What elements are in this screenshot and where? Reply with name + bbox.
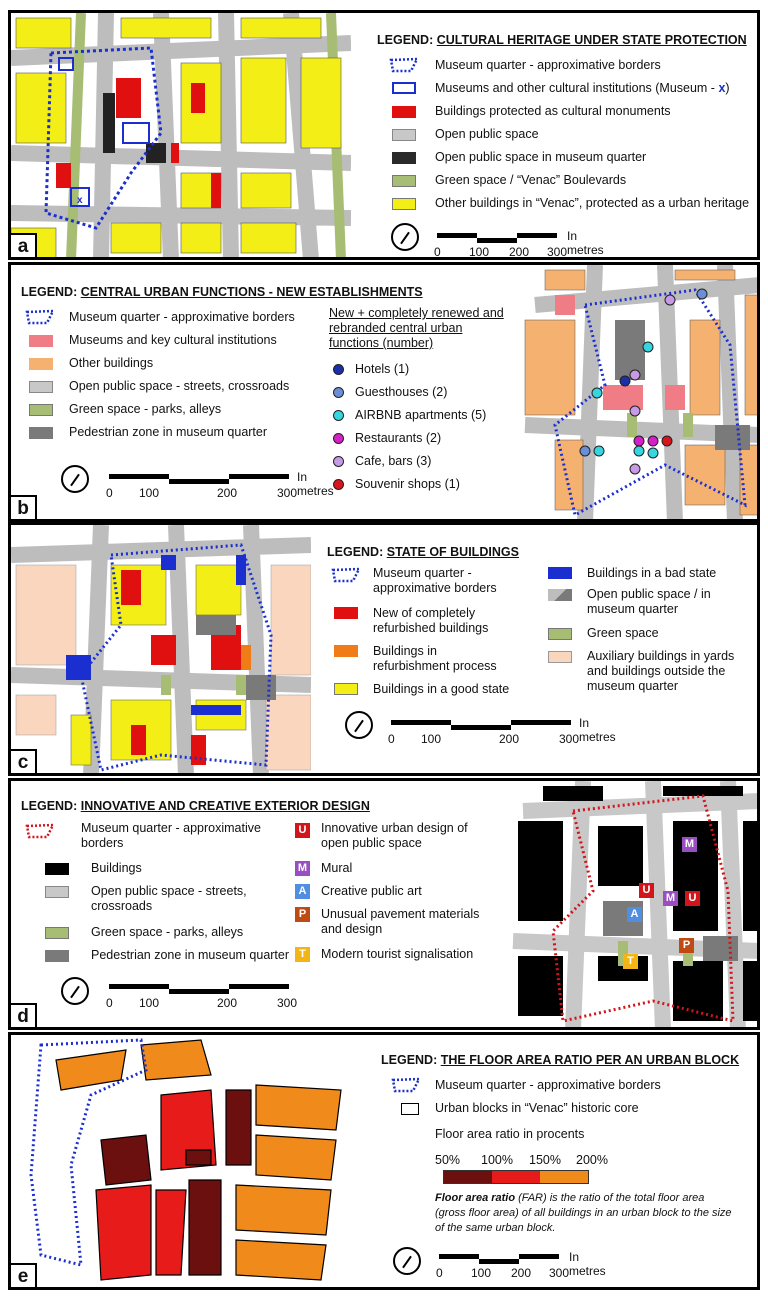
public-space-swatch	[29, 381, 53, 393]
legend-item: Modern tourist signalisation	[321, 947, 474, 961]
scale-unit: In metres	[579, 716, 616, 744]
legend-item: Floor area ratio in procents	[435, 1127, 585, 1141]
in-process-swatch	[334, 645, 358, 657]
scale-tick: 200	[217, 996, 238, 1010]
scale-unit: In metres	[297, 470, 334, 498]
map-cultural-heritage	[11, 13, 351, 260]
scale-tick: 200	[217, 486, 238, 500]
border-swatch	[331, 567, 361, 583]
function-label: Hotels (1)	[355, 362, 410, 376]
legend-item: Open public space - streets,	[91, 884, 247, 898]
far-color-ramp	[443, 1170, 589, 1184]
function-dot-icon	[333, 433, 344, 444]
legend-item: Green space / “Venac” Boulevards	[435, 173, 627, 187]
border-swatch	[389, 57, 419, 73]
function-dot-icon	[333, 410, 344, 421]
north-arrow-icon	[393, 1247, 421, 1275]
scale-tick: 300	[549, 1266, 570, 1280]
function-dot-icon	[333, 364, 344, 375]
legend-item: Pedestrian zone in museum quarter	[69, 425, 268, 439]
map-floor-area-ratio	[11, 1035, 371, 1290]
legend-item: Buildings protected as cultural monuments	[435, 104, 671, 118]
heritage-swatch	[392, 198, 416, 210]
legend-prefix: LEGEND:	[327, 545, 387, 559]
far-definition-term: Floor area ratio	[435, 1192, 516, 1204]
legend-prefix: LEGEND:	[381, 1053, 441, 1067]
pedestrian-swatch	[45, 950, 69, 962]
museum-swatch	[392, 82, 416, 94]
function-label: Cafe, bars (3)	[355, 454, 432, 468]
scale-tick: 200	[511, 1266, 532, 1280]
museum-space-swatch	[392, 152, 416, 164]
legend-item: New of completely	[373, 606, 476, 620]
scale-tick: 0	[434, 245, 441, 259]
green-swatch	[45, 927, 69, 939]
legend-title	[21, 799, 370, 813]
panel-e	[8, 1032, 760, 1290]
border-swatch	[25, 309, 55, 325]
far-ramp-segment	[444, 1171, 492, 1183]
legend-item: Museum quarter -	[373, 566, 472, 580]
green-swatch	[548, 628, 572, 640]
legend-item: Buildings in a bad state	[587, 566, 717, 580]
museum-mark: x	[718, 81, 726, 95]
north-arrow-icon	[345, 711, 373, 739]
legend-item: museum quarter	[587, 679, 679, 693]
legend-item: Innovative urban design of	[321, 821, 468, 835]
north-arrow-icon	[61, 977, 89, 1005]
scale-tick: 100	[139, 486, 160, 500]
buildings-swatch	[45, 863, 69, 875]
bad-state-swatch	[548, 567, 572, 579]
map-a-marker: x	[133, 130, 139, 141]
north-arrow-icon	[61, 465, 89, 493]
auxiliary-swatch	[548, 651, 572, 663]
legend-heading: CENTRAL URBAN FUNCTIONS - NEW ESTABLISHMENTS	[80, 285, 423, 299]
legend-item: Museums and key cultural institutions	[69, 333, 277, 347]
far-ramp-segment	[492, 1171, 540, 1183]
map-c-svg	[11, 525, 311, 776]
legend-title	[21, 285, 423, 299]
legend-item: Museum quarter - approximative borders	[435, 1078, 661, 1092]
legend-item: refurbishment process	[373, 659, 497, 673]
panel-b	[8, 262, 760, 522]
scale-tick: 300	[277, 996, 298, 1010]
map-d-svg	[503, 781, 760, 1030]
museum-swatch	[29, 335, 53, 347]
panel-c	[8, 522, 760, 776]
urban-design-badge-icon: U	[295, 823, 310, 838]
legend-heading: INNOVATIVE AND CREATIVE EXTERIOR DESIGN	[80, 799, 370, 813]
far-tick: 150%	[529, 1153, 561, 1167]
scale-tick: 200	[509, 245, 530, 259]
legend-heading: THE FLOOR AREA RATIO PER AN URBAN BLOCK	[440, 1053, 740, 1067]
legend-item: Urban blocks in “Venac” historic core	[435, 1101, 639, 1115]
refurbished-swatch	[334, 607, 358, 619]
far-tick: 100%	[481, 1153, 513, 1167]
border-swatch	[25, 823, 55, 839]
function-label: Guesthouses (2)	[355, 385, 448, 399]
signalisation-badge-icon: T	[295, 947, 310, 962]
legend-item: Pedestrian zone in museum quarter	[91, 948, 290, 962]
open-space-swatch	[548, 589, 572, 601]
scale-tick: 100	[471, 1266, 492, 1280]
map-e-svg	[11, 1035, 371, 1290]
legend-item: approximative borders	[373, 581, 497, 595]
map-pavement-badge-icon: P	[679, 938, 694, 953]
good-state-swatch	[334, 683, 358, 695]
urban-block-swatch	[401, 1103, 419, 1115]
function-dot-icon	[333, 387, 344, 398]
panel-letter: b	[11, 495, 37, 519]
function-dot-icon	[333, 479, 344, 490]
function-label: AIRBNB apartments (5)	[355, 408, 487, 422]
map-mural-badge-icon: M	[663, 891, 678, 906]
map-urban-functions	[515, 265, 760, 522]
legend-title	[381, 1053, 739, 1067]
other-buildings-swatch	[29, 358, 53, 370]
legend-item: Museum quarter - approximative borders	[435, 58, 661, 72]
legend-item: and buildings outside the	[587, 664, 726, 678]
scale-tick: 0	[106, 996, 113, 1010]
green-swatch	[392, 175, 416, 187]
far-definition-text: (FAR) is the ratio of the total floor area (gross floor area) of all buildings in an urban block to the size of the same urban block.	[435, 1192, 732, 1234]
legend-item: Auxiliary buildings in yards	[587, 649, 735, 663]
public-space-swatch	[45, 886, 69, 898]
legend-title	[327, 545, 519, 559]
map-a-svg	[11, 13, 351, 260]
monument-swatch	[392, 106, 416, 118]
legend-heading: CULTURAL HERITAGE UNDER STATE PROTECTION	[436, 33, 747, 47]
far-tick: 200%	[576, 1153, 608, 1167]
scale-tick: 0	[436, 1266, 443, 1280]
map-public-art-badge-icon: A	[627, 907, 642, 922]
legend-item: Creative public art	[321, 884, 422, 898]
legend-item: Other buildings	[69, 356, 154, 370]
legend-item: Green space - parks, alleys	[69, 402, 222, 416]
panel-d	[8, 778, 760, 1030]
map-b-svg	[515, 265, 760, 522]
map-mural-badge-icon: M	[682, 837, 697, 852]
legend-item: Open public space	[435, 127, 539, 141]
legend-item: Buildings in	[373, 644, 437, 658]
legend-item-close: )	[725, 81, 730, 95]
legend-item: refurbished buildings	[373, 621, 489, 635]
scale-unit: In metres	[569, 1250, 606, 1278]
function-dot-icon	[333, 456, 344, 467]
legend-item-text: Museums and other cultural institutions (Museum -	[435, 81, 719, 95]
far-definition	[435, 1191, 735, 1236]
map-urban-design-badge-icon: U	[685, 891, 700, 906]
scale-tick: 0	[388, 732, 395, 746]
legend-item: Open public space in museum quarter	[435, 150, 647, 164]
scale-tick: 300	[547, 245, 568, 259]
scale-tick: 0	[106, 486, 113, 500]
legend-item: Green space	[587, 626, 659, 640]
legend-heading: STATE OF BUILDINGS	[386, 545, 519, 559]
far-tick: 50%	[435, 1153, 461, 1167]
panel-letter: d	[11, 1003, 37, 1027]
panel-a	[8, 10, 760, 260]
legend-item: Mural	[321, 861, 353, 875]
scale-unit: In metres	[567, 229, 604, 257]
legend-item: Other buildings in “Venac”, protected as a urban heritage	[435, 196, 750, 210]
legend-prefix: LEGEND:	[21, 799, 81, 813]
scale-tick: 100	[469, 245, 490, 259]
far-ramp-segment	[540, 1171, 588, 1183]
legend-item	[435, 81, 730, 96]
functions-heading: rebranded central urban	[329, 321, 463, 335]
map-a-marker: x	[111, 175, 117, 186]
scale-tick: 100	[139, 996, 160, 1010]
mural-badge-icon: M	[295, 861, 310, 876]
legend-title	[377, 33, 747, 47]
legend-item: Green space - parks, alleys	[91, 925, 244, 939]
legend-item: Museum quarter - approximative	[81, 821, 261, 835]
function-label: Restaurants (2)	[355, 431, 442, 445]
function-label: Souvenir shops (1)	[355, 477, 460, 491]
public-art-badge-icon: A	[295, 884, 310, 899]
legend-item: crossroads	[91, 899, 153, 913]
legend-item: borders	[81, 836, 124, 850]
scale-tick: 100	[421, 732, 442, 746]
functions-heading: New + completely renewed and	[329, 306, 504, 320]
legend-item: Unusual pavement materials	[321, 907, 480, 921]
legend-prefix: LEGEND:	[21, 285, 81, 299]
border-swatch	[391, 1077, 421, 1093]
map-a-marker: x	[77, 195, 83, 206]
scale-tick: 200	[499, 732, 520, 746]
legend-item: Buildings	[91, 861, 142, 875]
panel-letter: a	[11, 233, 37, 257]
legend-item: Open public space - streets, crossroads	[69, 379, 290, 393]
panel-letter: e	[11, 1263, 37, 1287]
map-creative-design	[503, 781, 760, 1030]
legend-item: and design	[321, 922, 383, 936]
public-space-swatch	[392, 129, 416, 141]
legend-item: Open public space / in	[587, 587, 711, 601]
green-swatch	[29, 404, 53, 416]
scale-tick: 300	[277, 486, 298, 500]
legend-item: museum quarter	[587, 602, 679, 616]
functions-heading	[329, 336, 433, 351]
pedestrian-swatch	[29, 427, 53, 439]
map-urban-design-badge-icon: U	[639, 883, 654, 898]
legend-item: Museum quarter - approximative borders	[69, 310, 295, 324]
legend-prefix: LEGEND:	[377, 33, 437, 47]
scale-tick: 300	[559, 732, 580, 746]
map-state-of-buildings	[11, 525, 311, 776]
pavement-badge-icon: P	[295, 907, 310, 922]
legend-item: Buildings in a good state	[373, 682, 510, 696]
panel-letter: c	[11, 749, 37, 773]
functions-heading-text: functions (number)	[329, 336, 434, 350]
map-signalisation-badge-icon: T	[623, 954, 638, 969]
legend-item: open public space	[321, 836, 422, 850]
north-arrow-icon	[391, 223, 419, 251]
